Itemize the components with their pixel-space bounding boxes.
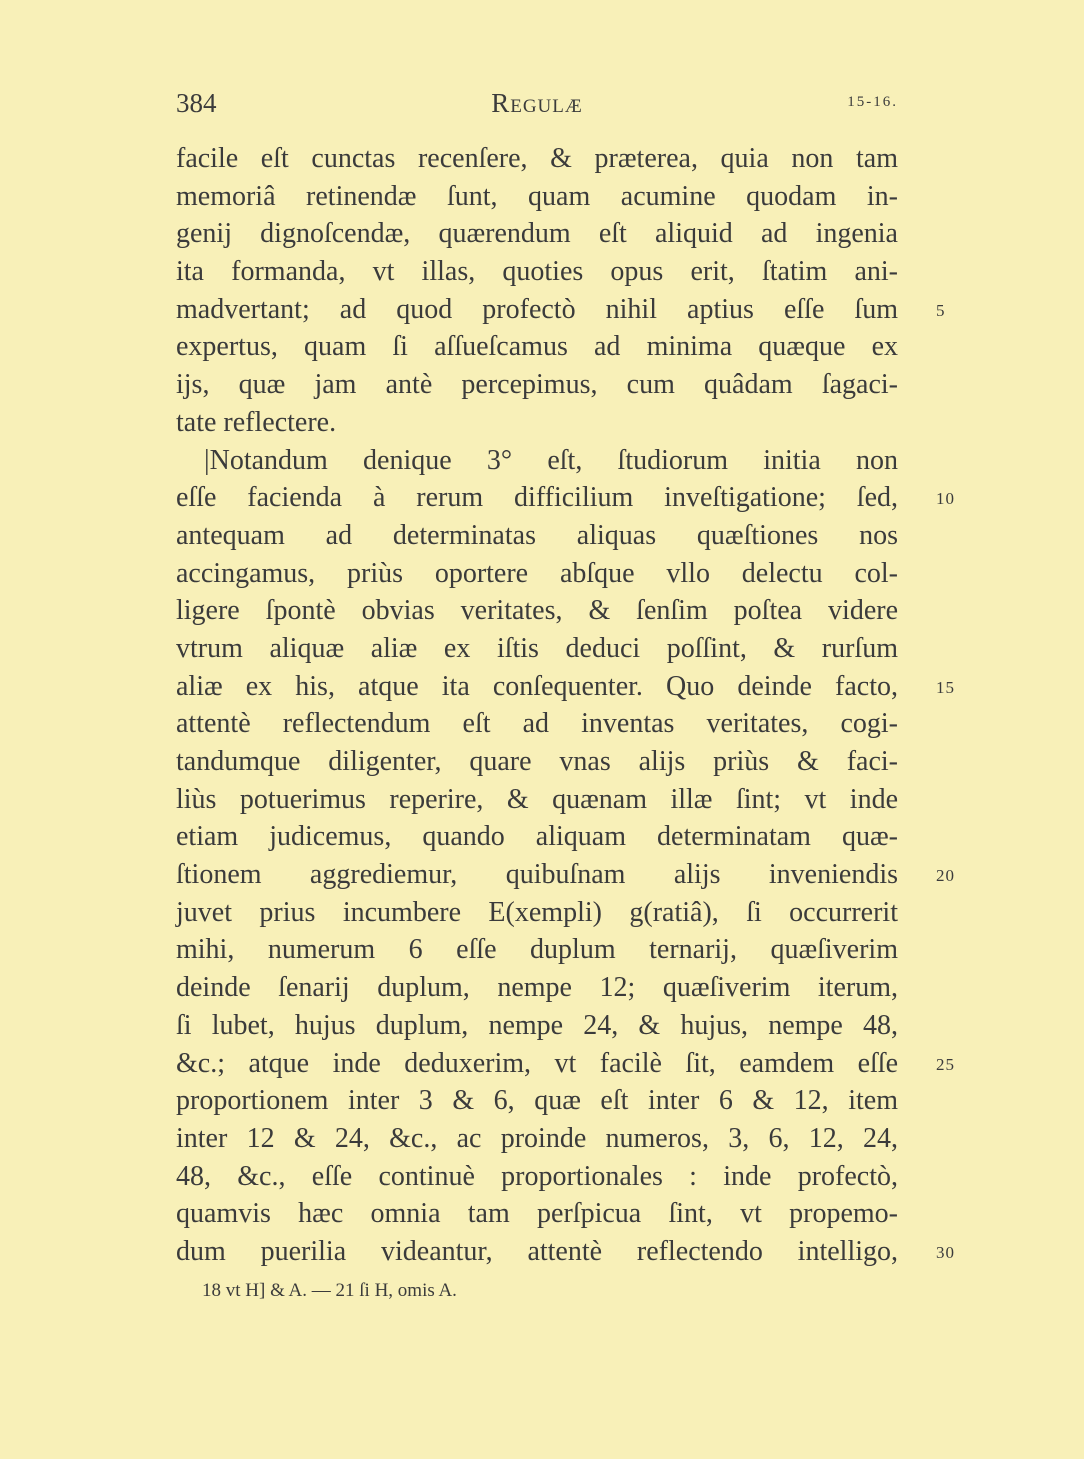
line-number: 25 — [936, 1054, 955, 1074]
text-line: accingamus, priùs oportere abſque vllo delectu col- — [176, 557, 898, 589]
text-line: memoriâ retinendæ ſunt, quam acumine quodam in- — [176, 180, 898, 212]
text-line: deinde ſenarij duplum, nempe 12; quæſiverim iterum, — [176, 972, 898, 1004]
text-line: 48, &c., eſſe continuè proportionales : inde profectò, — [176, 1160, 898, 1192]
text-line: ita formanda, vt illas, quoties opus erit, ſtatim ani- — [176, 256, 898, 288]
text-line-content: aliæ ex his, atque ita conſequenter. Quo deinde facto, — [176, 670, 898, 702]
text-line — [176, 1233, 955, 1271]
running-head: Regulæ — [491, 88, 583, 118]
text-line: etiam judicemus, quando aliquam determinatam quæ- — [176, 821, 898, 853]
text-line — [176, 291, 946, 329]
text-line-content: madvertant; ad quod profectò nihil aptius eſſe ſum — [176, 293, 898, 325]
text-line — [176, 668, 955, 706]
text-line — [176, 856, 955, 894]
page-number: 384 — [176, 88, 217, 118]
line-number: 30 — [936, 1242, 955, 1262]
text-line: proportionem inter 3 & 6, quæ eſt inter 6 & 12, item — [176, 1085, 898, 1117]
text-line: juvet prius incumbere E(xempli) g(ratiâ), ſi occurrerit — [176, 896, 898, 928]
text-line: tandumque diligenter, quare vnas alijs priùs & faci- — [176, 746, 898, 777]
text-line: ligere ſpontè obvias veritates, & ſenſim poſtea videre — [176, 595, 898, 627]
text-line — [176, 1045, 955, 1083]
footnote: 18 vt H] & A. — 21 ſi H, omis A. — [202, 1280, 457, 1301]
text-line: facile eſt cunctas recenſere, & præterea, quia non tam — [176, 143, 898, 174]
line-number: 20 — [936, 866, 955, 886]
line-number: 15 — [936, 677, 955, 697]
line-number: 10 — [936, 489, 955, 509]
line-number: 5 — [936, 300, 946, 320]
text-line: tate reflectere. — [176, 406, 337, 438]
page-header — [176, 88, 898, 124]
text-line: genij dignoſcendæ, quærendum eſt aliquid ad ingenia — [176, 218, 898, 250]
text-line-content: ſtionem aggrediemur, quibuſnam alijs inveniendis — [176, 859, 898, 891]
text-line: ſi lubet, hujus duplum, nempe 24, & hujus, nempe 48, — [176, 1009, 898, 1041]
text-line: expertus, quam ſi aſſueſcamus ad minima quæque ex — [176, 331, 898, 363]
text-line: vtrum aliquæ aliæ ex iſtis deduci poſſint, & rurſum — [176, 632, 898, 664]
text-line — [176, 479, 955, 517]
text-line: quamvis hæc omnia tam perſpicua ſint, vt propemo- — [176, 1198, 898, 1230]
text-line: inter 12 & 24, &c., ac proinde numeros, 3, 6, 12, 24, — [176, 1122, 898, 1154]
text-line: antequam ad determinatas aliquas quæſtiones nos — [176, 519, 898, 551]
text-line-content: eſſe facienda à rerum difficilium inveſtigatione; ſed, — [176, 482, 898, 514]
section-range: 15-16. — [847, 94, 898, 110]
text-line: attentè reflectendum eſt ad inventas veritates, cogi- — [176, 708, 898, 740]
text-line-content: &c.; atque inde deduxerim, vt facilè ſit, eamdem eſſe — [176, 1047, 898, 1079]
text-line: ijs, quæ jam antè percepimus, cum quâdam ſagaci- — [176, 369, 898, 401]
text-line: |Notandum denique 3° eſt, ſtudiorum initia non — [204, 444, 898, 476]
text-line-content: dum puerilia videantur, attentè reflectendo intelligo, — [176, 1235, 898, 1267]
text-line: mihi, numerum 6 eſſe duplum ternarij, quæſiverim — [176, 934, 898, 966]
text-line: liùs potuerimus reperire, & quænam illæ ſint; vt inde — [176, 783, 898, 815]
body-text — [176, 140, 955, 1271]
